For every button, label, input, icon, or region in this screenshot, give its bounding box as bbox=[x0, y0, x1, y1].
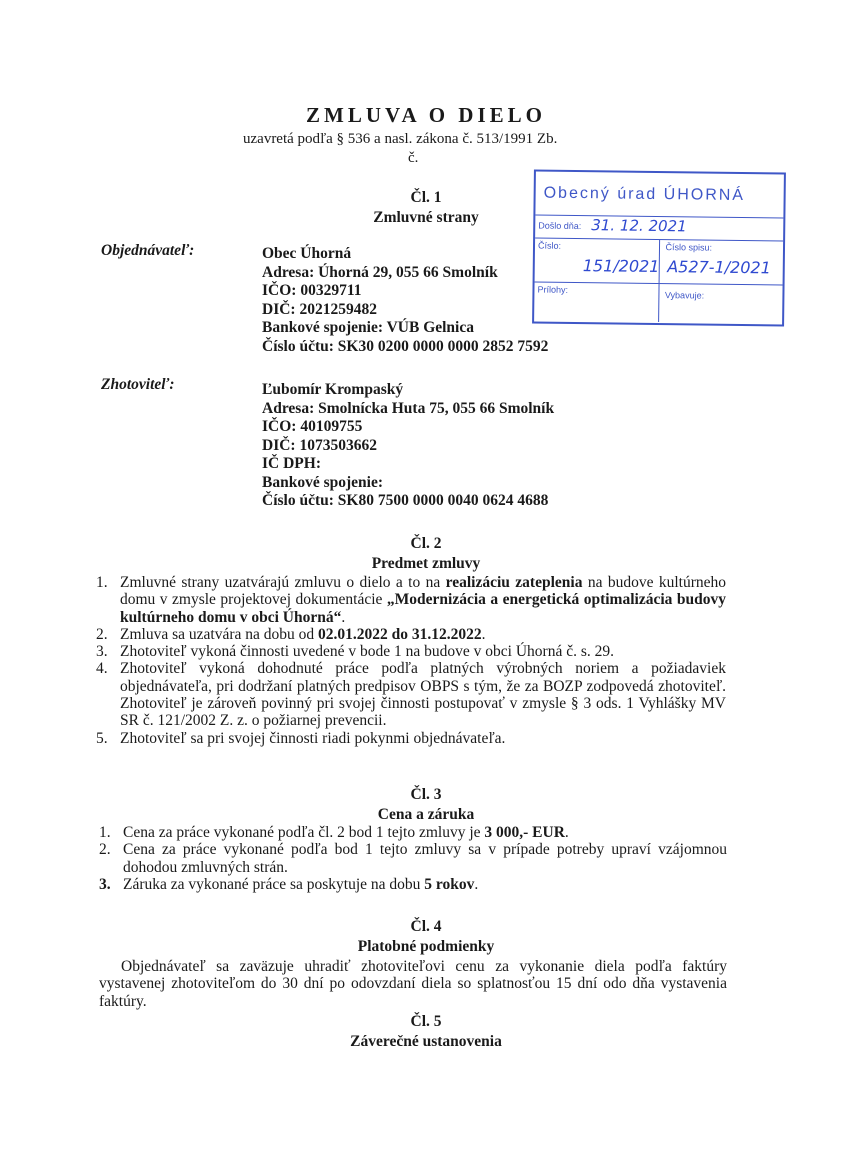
document-title: ZMLUVA O DIELO bbox=[306, 103, 546, 127]
contractor-details bbox=[262, 381, 554, 511]
article-3-list bbox=[99, 824, 727, 893]
article-title: Cena a záruka bbox=[377, 806, 475, 823]
list-item: 4. Zhotoviteľ vykoná dohodnuté práce podľa platných výrobných noriem a požiadaviek objednávateľa, pri dodržaní platných predpisov OBPS s tým, že za BOZP zodpovedá zhotoviteľ. Zhotoviteľ je zároveň povinný pri svojej činnosti postupovať v zmysle § 3 ods. 1 Vyhlášky MV SR č. 121/2002 Z. z. o požiarnej prevencii. bbox=[96, 660, 726, 730]
contractor-address: Adresa: Smolnícka Huta 75, 055 66 Smolník bbox=[262, 399, 555, 417]
list-item: 3. Záruka za vykonané práce sa poskytuje na dobu 5 rokov. bbox=[99, 875, 479, 893]
article-title: Platobné podmienky bbox=[357, 938, 495, 955]
client-details bbox=[262, 245, 548, 356]
stamp-file-number-cell bbox=[658, 240, 783, 285]
client-dic: DIČ: 2021259482 bbox=[262, 300, 377, 318]
article-number: Čl. 5 bbox=[410, 1013, 442, 1030]
client-address: Adresa: Úhorná 29, 055 66 Smolník bbox=[262, 263, 498, 281]
client-bank: Bankové spojenie: VÚB Gelnica bbox=[262, 319, 474, 336]
stamp-received-label: Došlo dňa: bbox=[538, 220, 582, 232]
stamp-file-number-value: A527-1/2021 bbox=[667, 257, 771, 278]
article-1-heading bbox=[0, 188, 852, 228]
article-2-list bbox=[96, 574, 726, 747]
list-item: 1. Cena za práce vykonané podľa čl. 2 bod 1 tejto zmluvy je 3 000,- EUR. bbox=[99, 824, 569, 841]
article-3-heading bbox=[0, 785, 852, 825]
list-item: 2. Zmluva sa uzatvára na dobu od 02.01.2022 do 31.12.2022. bbox=[96, 625, 486, 643]
stamp-attachments-cell bbox=[534, 282, 658, 322]
article-title: Zmluvné strany bbox=[373, 209, 479, 226]
stamp-file-number-label: Číslo spisu: bbox=[665, 242, 713, 253]
stamp-received-date: 31. 12. 2021 bbox=[591, 216, 687, 236]
contractor-bank: Bankové spojenie: bbox=[262, 473, 383, 491]
contractor-ico: IČO: 40109755 bbox=[262, 418, 363, 435]
contractor-label: Zhotoviteľ: bbox=[101, 376, 175, 393]
article-number: Čl. 3 bbox=[410, 786, 442, 803]
list-item: 1. Zmluvné strany uzatvárajú zmluvu o dielo a to na realizáciu zateplenia na budove kultúrneho domu v zmysle projektovej dokumentácie „Modernizácia a energetická optimalizácia budovy kultúrneho domu v obci Úhorná“. bbox=[96, 574, 727, 626]
article-title: Záverečné ustanovenia bbox=[350, 1033, 502, 1050]
contractor-account: Číslo účtu: SK80 7500 0000 0040 0624 4688 bbox=[262, 492, 549, 509]
article-2-heading bbox=[0, 534, 852, 574]
article-5-heading bbox=[0, 1012, 852, 1052]
contract-number-label: č. bbox=[408, 150, 419, 166]
document-subtitle bbox=[243, 130, 603, 168]
contractor-vat: IČ DPH: bbox=[262, 455, 321, 472]
stamp-number-value: 151/2021 bbox=[582, 256, 660, 277]
article-number: Čl. 4 bbox=[410, 918, 442, 935]
list-item: 2. Cena za práce vykonané podľa bod 1 tejto zmluvy sa v prípade potreby upraví vzájomnou dohodou zmluvných strán. bbox=[99, 841, 727, 876]
stamp-office-name: Obecný úrad ÚHORNÁ bbox=[535, 171, 784, 218]
client-label: Objednávateľ: bbox=[101, 242, 195, 259]
subtitle-line: uzavretá podľa § 536 a nasl. zákona č. 513/1991 Zb. bbox=[243, 131, 558, 147]
client-name: Obec Úhorná bbox=[262, 245, 352, 262]
stamp-handler-cell bbox=[658, 284, 783, 324]
stamp-handler-label: Vybavuje: bbox=[664, 290, 705, 301]
stamp-number-row bbox=[535, 238, 784, 285]
stamp-number-label: Číslo: bbox=[537, 240, 562, 251]
article-4-heading bbox=[0, 917, 852, 957]
article-number: Čl. 1 bbox=[410, 189, 442, 206]
article-title: Predmet zmluvy bbox=[371, 555, 481, 572]
client-account: Číslo účtu: SK30 0200 0000 0000 2852 7592 bbox=[262, 337, 549, 355]
stamp-number-cell bbox=[535, 238, 659, 283]
stamp-attachments-row bbox=[534, 282, 782, 323]
list-item: 3. Zhotoviteľ vykoná činnosti uvedené v bode 1 na budove v obci Úhorná č. s. 29. bbox=[96, 643, 615, 661]
contractor-name: Ľubomír Krompaský bbox=[262, 381, 404, 398]
stamp-attachments-label: Prílohy: bbox=[537, 284, 569, 295]
list-item: 5. Zhotoviteľ sa pri svojej činnosti riadi pokynmi objednávateľa. bbox=[96, 729, 506, 747]
article-4-text: Objednávateľ sa zaväzuje uhradiť zhotoviteľovi cenu za vykonanie diela podľa faktúry vystavenej zhotoviteľom do 30 dní po odovzdaní diela so splatnosťou 15 dní odo dňa vystavenia faktúry. bbox=[99, 958, 727, 1010]
article-number: Čl. 2 bbox=[410, 535, 442, 552]
contractor-dic: DIČ: 1073503662 bbox=[262, 436, 377, 454]
client-ico: IČO: 00329711 bbox=[262, 282, 362, 299]
